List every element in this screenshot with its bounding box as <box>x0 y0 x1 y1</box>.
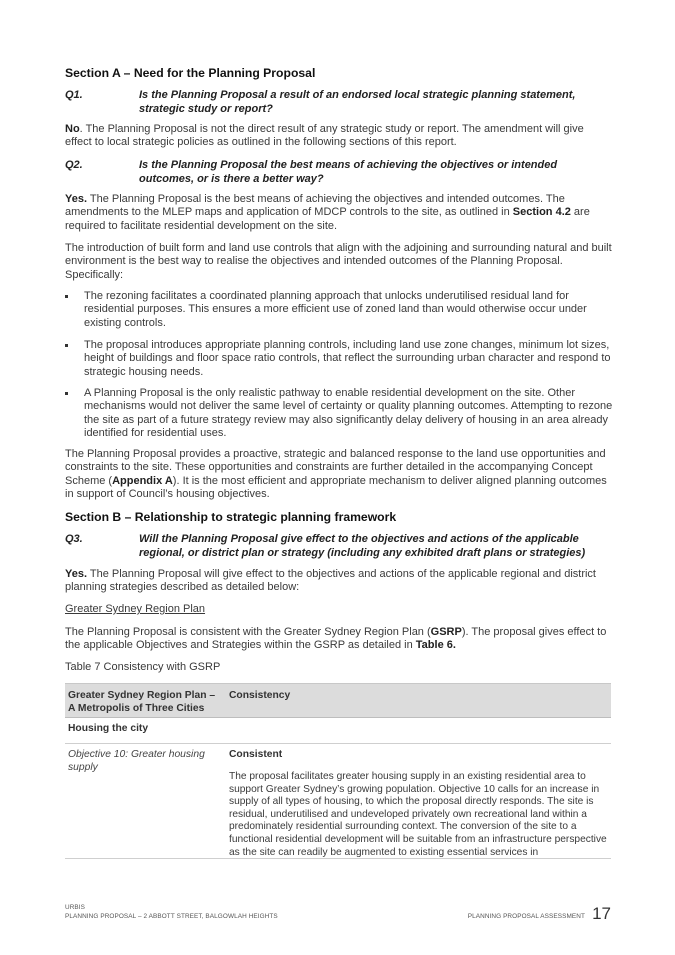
question-text: Is the Planning Proposal a result of an endorsed local strategic planning statement, strategic study or report? <box>139 89 576 115</box>
question-text: Will the Planning Proposal give effect to the objectives and actions of the applicable regional, or district plan or strategy (including any exhibited draft plans or strategies) <box>139 533 586 559</box>
question-number: Q1. <box>65 89 83 101</box>
answer-lead: Yes. <box>65 568 88 580</box>
q2-paragraph-3: The Planning Proposal provides a proactive, strategic and balanced response to the land use opportunities and constraints to the site. These opportunities and constraints are further detailed in the accompanying Concept Scheme (Appendix A). It is the most efficient and appropriate mechanism to deliver aligned planning outcomes in support of Council’s housing objectives. <box>65 448 607 501</box>
page-number: 17 <box>592 904 611 923</box>
question-q1 <box>65 89 611 117</box>
table-row <box>65 744 611 859</box>
consistency-text: The proposal facilitates greater housing supply in an existing residential area to support Greater Sydney’s growing population. Objective 10 calls for an increase in supply of all types of housing, to which the proposal directly responds. The site is residual, underutilised and undeveloped privately own recreational land within a predominately residential surrounding context. The conversion of the site to a functional residential development will be suitable from an infrastructure perspective as the site can readily be augmented to existing essential services in <box>229 771 607 858</box>
objective-cell: Objective 10: Greater housing supply <box>68 749 205 773</box>
footer-company: URBIS <box>65 904 86 911</box>
question-number: Q3. <box>65 533 83 545</box>
answer-lead: No <box>65 123 80 135</box>
q1-answer: No. The Planning Proposal is not the direct result of any strategic study or report. The amendment will give effect to local strategic policies as outlined in the following sections of this report. <box>65 123 584 149</box>
bullet-item: The proposal introduces appropriate planning controls, including land use zone changes, minimum lot sizes, height of buildings and floor space ratio controls, that reflect the surrounding urban character and respond to strategic housing needs. <box>65 339 611 381</box>
bullet-item: A Planning Proposal is the only realistic pathway to enable residential development on the site. Other mechanisms would not deliver the same level of certainty or quality planning outcomes. Attempting to rezone the site as part of a future strategy review may also significantly delay delivery of housing in an area already identified for residential uses. <box>65 387 611 443</box>
appendix-reference: Appendix A <box>112 474 173 487</box>
q3-answer: Yes. The Planning Proposal will give effect to the objectives and actions of the applicable regional and district planning strategies described as detailed below: <box>65 568 596 594</box>
question-number: Q2. <box>65 159 83 171</box>
question-q2 <box>65 159 611 187</box>
table-caption: Table 7 Consistency with GSRP <box>65 661 221 673</box>
footer-doc-title: PLANNING PROPOSAL – 2 ABBOTT STREET, BALGOWLAH HEIGHTS <box>65 913 278 920</box>
section-a-heading: Section A – Need for the Planning Proposal <box>65 66 316 80</box>
footer-section: PLANNING PROPOSAL ASSESSMENT <box>467 913 585 920</box>
section-b-heading: Section B – Relationship to strategic planning framework <box>65 510 397 524</box>
gsrp-paragraph: The Planning Proposal is consistent with the Greater Sydney Region Plan (GSRP). The proposal gives effect to the applicable Objectives and Strategies within the GSRP as detailed in Table 6. <box>65 626 607 652</box>
table-reference: Table 6. <box>415 639 456 652</box>
table-header <box>65 683 611 718</box>
header-plan: Greater Sydney Region Plan – A Metropolis of Three Cities <box>68 690 216 714</box>
table-group-row: Housing the city <box>65 717 611 744</box>
q2-answer: Yes. The Planning Proposal is the best means of achieving the objectives and intended outcomes. The amendments to the MLEP maps and application of MDCP controls to the site, as outlined in Section 4.2 are required to facilitate residential development on the site. <box>65 193 590 232</box>
question-text: Is the Planning Proposal the best means of achieving the objectives or intended outcomes, or is there a better way? <box>139 159 558 185</box>
bullet-icon <box>65 344 68 347</box>
bullet-icon <box>65 392 68 395</box>
section-reference: Section 4.2 <box>512 206 571 219</box>
q2-paragraph-2: The introduction of built form and land use controls that align with the adjoining and surrounding natural and built environment is the best way to realise the objectives and intended outcomes of the Planning Proposal. Specifically: <box>65 242 612 281</box>
answer-lead: Yes. <box>65 193 88 205</box>
question-q3 <box>65 533 611 561</box>
bullet-icon <box>65 295 68 298</box>
consistency-status: Consistent <box>229 749 283 760</box>
header-consistency: Consistency <box>229 690 291 701</box>
gsrp-subheading: Greater Sydney Region Plan <box>65 603 206 615</box>
bullet-item: The rezoning facilitates a coordinated planning approach that unlocks underutilised residual land for residential purposes. This ensures a more efficient use of zoned land than would otherwise occur under existing controls. <box>65 290 611 332</box>
